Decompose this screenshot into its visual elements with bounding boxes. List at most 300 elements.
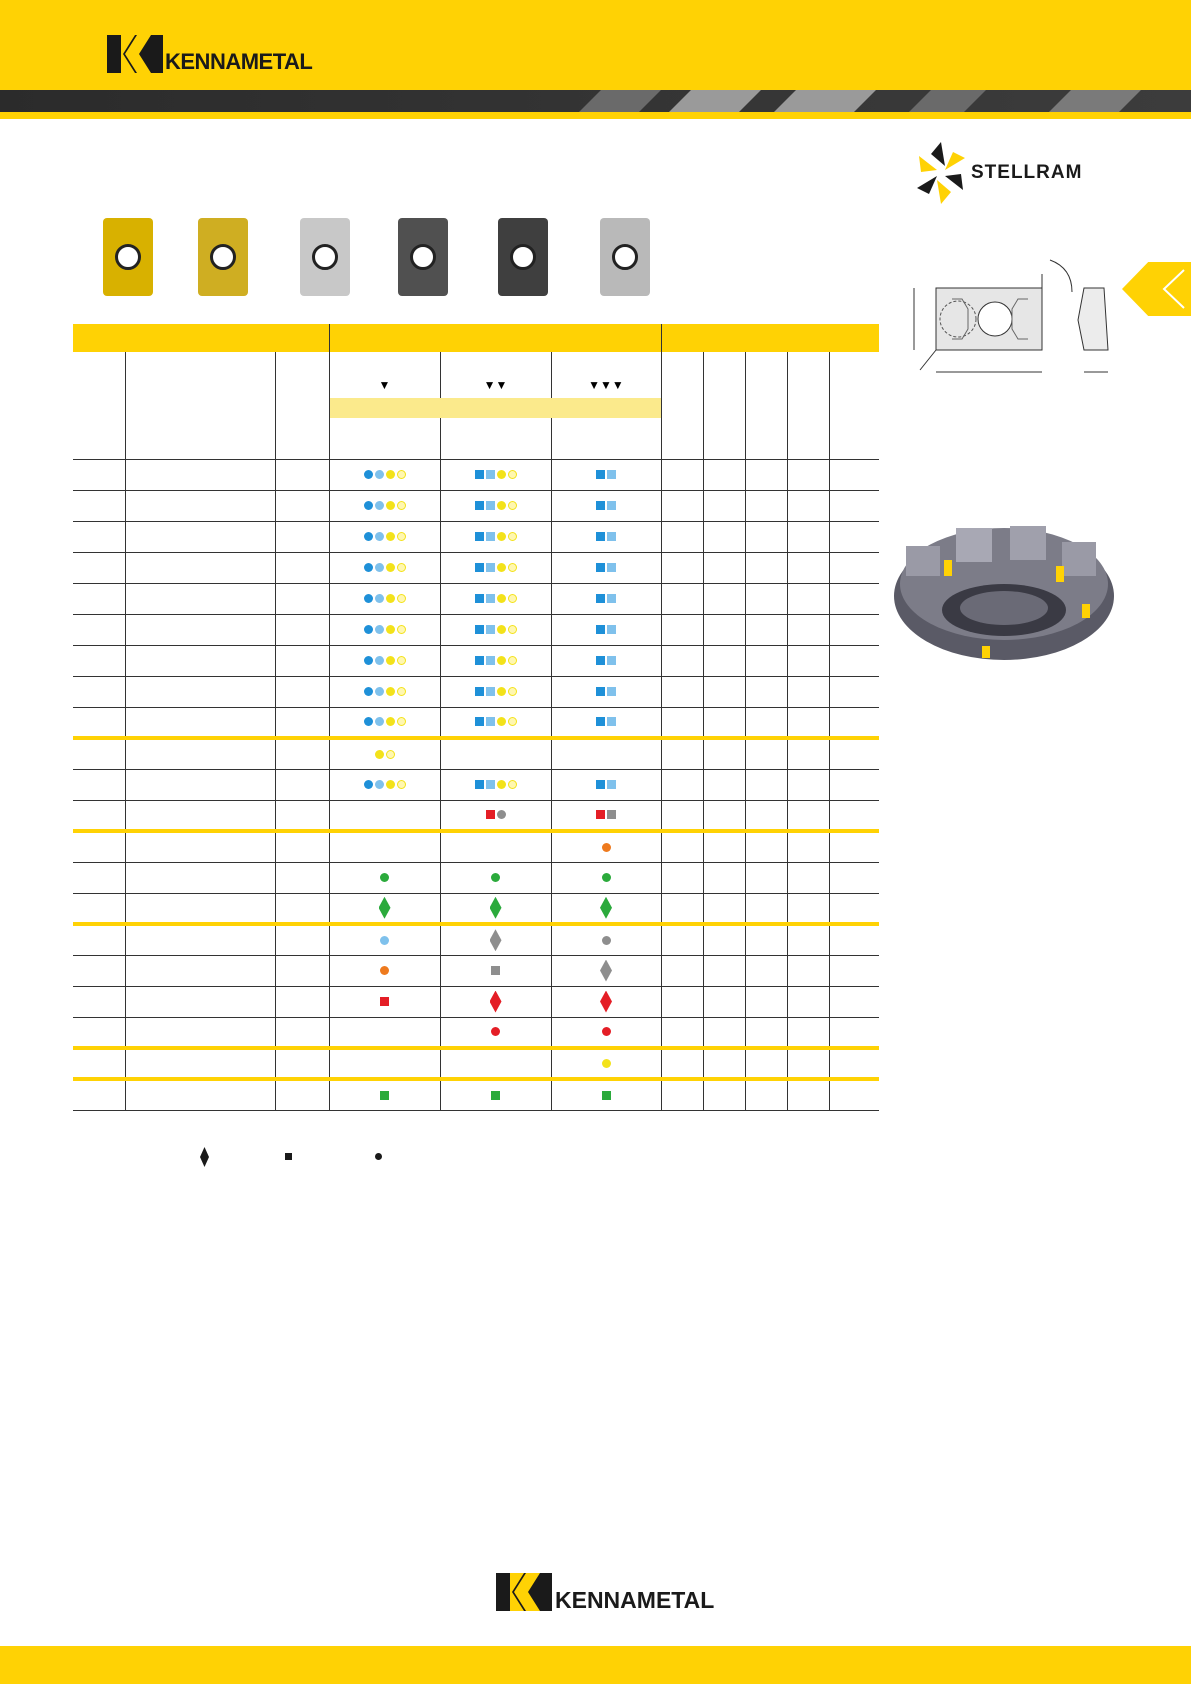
table-row: [73, 1048, 879, 1079]
table-cell: [125, 955, 275, 986]
grade-cell: [440, 924, 551, 955]
table-cell: [787, 583, 829, 614]
table-cell: [745, 893, 787, 924]
yellow-ring-icon: [397, 717, 406, 726]
grade-cell: [440, 986, 551, 1017]
light-blue-square-icon: [486, 780, 495, 789]
table-cell: [745, 924, 787, 955]
table-cell: [73, 800, 125, 831]
black-square-icon: [285, 1153, 292, 1160]
table-cell: [275, 738, 329, 769]
grade-cell: [440, 738, 551, 769]
grade-cell: [329, 1079, 440, 1110]
yellow-ring-icon: [508, 625, 517, 634]
table-row: [73, 459, 879, 490]
chevron-left-icon: [1158, 268, 1188, 310]
table-cell: [661, 676, 703, 707]
table-cell: [829, 1017, 879, 1048]
light-blue-square-icon: [486, 470, 495, 479]
grade-cell: [440, 1079, 551, 1110]
table-cell: [745, 986, 787, 1017]
table-cell: [275, 769, 329, 800]
table-cell: [73, 490, 125, 521]
table-cell: [787, 1017, 829, 1048]
table-row: [73, 614, 879, 645]
table-cell: [125, 831, 275, 862]
table-row: [73, 924, 879, 955]
table-cell: [275, 955, 329, 986]
blue-square-icon: [475, 563, 484, 572]
table-cell: [73, 459, 125, 490]
grade-cell: [329, 645, 440, 676]
table-row: [73, 676, 879, 707]
table-cell: [703, 645, 745, 676]
table-cell: [661, 1079, 703, 1110]
insert-hole: [115, 244, 141, 270]
grade-cell: [440, 645, 551, 676]
grade-cell: [440, 459, 551, 490]
table-cell: [73, 552, 125, 583]
grade-cell: [329, 738, 440, 769]
grade-cell: [329, 614, 440, 645]
table-cell: [745, 583, 787, 614]
table-cell: [787, 831, 829, 862]
table-cell: [275, 831, 329, 862]
light-blue-square-icon: [607, 563, 616, 572]
yellow-dot-icon: [386, 501, 395, 510]
table-cell: [787, 986, 829, 1017]
table-cell: [745, 707, 787, 738]
table-cell: [73, 831, 125, 862]
table-cell: [787, 521, 829, 552]
blue-dot-icon: [364, 625, 373, 634]
table-cell: [829, 800, 879, 831]
yellow-ring-icon: [397, 532, 406, 541]
grade-cell: [551, 490, 661, 521]
table-cell: [745, 738, 787, 769]
table-cell: [829, 1079, 879, 1110]
yellow-dot-icon: [375, 750, 384, 759]
yellow-ring-icon: [397, 687, 406, 696]
table-cell: [73, 862, 125, 893]
grade-cell: [440, 552, 551, 583]
table-cell: [73, 1048, 125, 1079]
yellow-ring-icon: [508, 563, 517, 572]
grade-cell: [551, 800, 661, 831]
table-cell: [829, 552, 879, 583]
table-cell: [703, 800, 745, 831]
table-cell: [275, 1079, 329, 1110]
light-blue-square-icon: [607, 594, 616, 603]
table-cell: [745, 955, 787, 986]
black-dot-icon: [375, 1153, 382, 1160]
table-cell: [829, 490, 879, 521]
table-cell: [745, 490, 787, 521]
table-cell: [661, 645, 703, 676]
table-cell: [73, 986, 125, 1017]
table-cell: [275, 924, 329, 955]
header-yellow-rule: [0, 112, 1191, 119]
table-cell: [275, 583, 329, 614]
table-cell: [661, 738, 703, 769]
blue-square-icon: [475, 501, 484, 510]
yellow-dot-icon: [386, 470, 395, 479]
blue-square-icon: [475, 532, 484, 541]
table-cell: [125, 924, 275, 955]
grade-cell: [440, 707, 551, 738]
light-blue-square-icon: [486, 717, 495, 726]
table-cell: [829, 924, 879, 955]
grade-cell: [440, 521, 551, 552]
stellram-logo: [915, 140, 1082, 206]
table-cell: [661, 1017, 703, 1048]
green-square-icon: [602, 1091, 611, 1100]
table-cell: [661, 862, 703, 893]
table-cell: [829, 955, 879, 986]
yellow-dot-icon: [386, 717, 395, 726]
green-dot-icon: [491, 873, 500, 882]
light-blue-square-icon: [607, 470, 616, 479]
insert-graphite: [498, 218, 548, 296]
table-cell: [787, 1079, 829, 1110]
yellow-ring-icon: [397, 656, 406, 665]
light-blue-dot-icon: [375, 470, 384, 479]
yellow-dot-icon: [497, 687, 506, 696]
table-cell: [661, 490, 703, 521]
blue-dot-icon: [364, 687, 373, 696]
table-cell: [275, 800, 329, 831]
table-cell: [703, 1079, 745, 1110]
table-cell: [703, 893, 745, 924]
red-dot-icon: [491, 1027, 500, 1036]
yellow-ring-icon: [508, 717, 517, 726]
table-row: [73, 738, 879, 769]
table-cell: [703, 459, 745, 490]
table-cell: [661, 552, 703, 583]
table-cell: [787, 893, 829, 924]
blue-square-icon: [596, 532, 605, 541]
table-cell: [661, 924, 703, 955]
table-cell: [73, 521, 125, 552]
insert-hole: [510, 244, 536, 270]
table-cell: [73, 955, 125, 986]
table-cell: [829, 862, 879, 893]
grade-cell: [329, 924, 440, 955]
table-cell: [745, 552, 787, 583]
yellow-dot-icon: [497, 470, 506, 479]
gray-dot-icon: [497, 810, 506, 819]
yellow-ring-icon: [397, 780, 406, 789]
table-cell: [73, 738, 125, 769]
blue-dot-icon: [364, 656, 373, 665]
table-row: [73, 490, 879, 521]
grade-cell: [551, 583, 661, 614]
table-cell: [787, 707, 829, 738]
grade-cell: [551, 955, 661, 986]
yellow-dot-icon: [497, 594, 506, 603]
table-cell: [661, 521, 703, 552]
light-blue-dot-icon: [375, 656, 384, 665]
red-square-icon: [596, 810, 605, 819]
table-cell: [829, 459, 879, 490]
light-blue-dot-icon: [380, 936, 389, 945]
yellow-ring-icon: [397, 594, 406, 603]
table-cell: [275, 645, 329, 676]
table-row: [73, 893, 879, 924]
grade-cell: [440, 831, 551, 862]
table-cell: [829, 645, 879, 676]
table-cell: [275, 614, 329, 645]
table-cell: [275, 986, 329, 1017]
table-cell: [275, 521, 329, 552]
blue-dot-icon: [364, 594, 373, 603]
insert-grades-table: [73, 324, 879, 1111]
table-cell: [787, 800, 829, 831]
table-cell: [275, 862, 329, 893]
grade-cell: [329, 1017, 440, 1048]
table-cell: [125, 738, 275, 769]
table-cell: [73, 893, 125, 924]
table-cell: [703, 924, 745, 955]
footer-k-icon: [495, 1573, 553, 1611]
grade-cell: [440, 1048, 551, 1079]
grade-cell: [329, 707, 440, 738]
yellow-dot-icon: [386, 656, 395, 665]
table-cell: [125, 707, 275, 738]
footer-brand-wordmark: KENNAMETAL: [555, 1587, 715, 1613]
table-row: [73, 831, 879, 862]
insert-hole: [210, 244, 236, 270]
table-cell: [125, 769, 275, 800]
yellow-dot-icon: [602, 1059, 611, 1068]
gray-diamond-icon: [600, 960, 612, 982]
table-cell: [745, 1048, 787, 1079]
light-blue-square-icon: [486, 532, 495, 541]
table-cell: [125, 676, 275, 707]
table-row: [73, 800, 879, 831]
table-cell: [787, 738, 829, 769]
red-diamond-icon: [490, 991, 502, 1013]
stellram-star-icon: [915, 140, 967, 206]
table-cell: [745, 645, 787, 676]
grade-cell: [551, 769, 661, 800]
table-cell: [73, 769, 125, 800]
table-cell: [661, 614, 703, 645]
table-cell: [275, 893, 329, 924]
stellram-wordmark: STELLRAM: [971, 162, 1083, 183]
red-diamond-icon: [600, 991, 612, 1013]
table-cell: [73, 924, 125, 955]
yellow-dot-icon: [386, 625, 395, 634]
insert-hole: [410, 244, 436, 270]
table-cell: [829, 614, 879, 645]
table-row: [73, 1017, 879, 1048]
table-cell: [787, 614, 829, 645]
light-blue-square-icon: [607, 687, 616, 696]
table-cell: [703, 738, 745, 769]
header-mark-3: ▼▼▼: [551, 352, 661, 398]
table-cell: [275, 676, 329, 707]
blue-square-icon: [596, 563, 605, 572]
blue-dot-icon: [364, 717, 373, 726]
grade-cell: [551, 1048, 661, 1079]
insert-hole: [612, 244, 638, 270]
table-row: [73, 645, 879, 676]
table-cell: [829, 521, 879, 552]
grade-cell: [440, 583, 551, 614]
light-blue-dot-icon: [375, 687, 384, 696]
yellow-dot-icon: [386, 563, 395, 572]
table-cell: [661, 986, 703, 1017]
green-diamond-icon: [490, 897, 502, 919]
grade-cell: [551, 986, 661, 1017]
milling-cutter-image: [886, 508, 1118, 678]
blue-square-icon: [596, 501, 605, 510]
insert-dimension-drawing: [902, 254, 1122, 384]
light-blue-square-icon: [607, 656, 616, 665]
table-cell: [125, 862, 275, 893]
table-cell: [829, 831, 879, 862]
grade-cell: [551, 521, 661, 552]
grade-cell: [440, 800, 551, 831]
footer-band: [0, 1646, 1191, 1684]
table-cell: [661, 583, 703, 614]
orange-dot-icon: [380, 966, 389, 975]
grade-cell: [329, 862, 440, 893]
table-cell: [275, 459, 329, 490]
green-dot-icon: [602, 873, 611, 882]
table-cell: [661, 955, 703, 986]
grade-cell: [440, 955, 551, 986]
yellow-ring-icon: [508, 501, 517, 510]
table-cell: [745, 521, 787, 552]
table-cell: [703, 1017, 745, 1048]
table-cell: [829, 1048, 879, 1079]
light-blue-dot-icon: [375, 501, 384, 510]
light-blue-dot-icon: [375, 594, 384, 603]
insert-light: [600, 218, 650, 296]
table-cell: [275, 552, 329, 583]
grade-cell: [329, 986, 440, 1017]
table-cell: [745, 800, 787, 831]
blue-square-icon: [596, 656, 605, 665]
blue-dot-icon: [364, 501, 373, 510]
blue-dot-icon: [364, 563, 373, 572]
table-cell: [829, 583, 879, 614]
grade-cell: [329, 583, 440, 614]
grade-cell: [329, 676, 440, 707]
table-cell: [125, 1079, 275, 1110]
green-diamond-icon: [600, 897, 612, 919]
grade-cell: [551, 893, 661, 924]
blue-dot-icon: [364, 780, 373, 789]
table-cell: [275, 1048, 329, 1079]
blue-square-icon: [475, 625, 484, 634]
blue-square-icon: [475, 717, 484, 726]
header-mark-1: ▼: [329, 352, 440, 398]
table-cell: [661, 893, 703, 924]
table-cell: [125, 490, 275, 521]
table-cell: [745, 1079, 787, 1110]
grade-cell: [551, 614, 661, 645]
yellow-dot-icon: [386, 532, 395, 541]
blue-square-icon: [596, 687, 605, 696]
table-row: [73, 986, 879, 1017]
table-cell: [703, 614, 745, 645]
grade-cell: [551, 831, 661, 862]
kennametal-k-icon: [107, 35, 163, 73]
table-cell: [125, 1048, 275, 1079]
yellow-ring-icon: [397, 470, 406, 479]
grade-cell: [551, 924, 661, 955]
table-cell: [73, 707, 125, 738]
light-blue-square-icon: [607, 532, 616, 541]
table-cell: [829, 986, 879, 1017]
table-cell: [829, 707, 879, 738]
table-cell: [73, 1079, 125, 1110]
table-cell: [787, 676, 829, 707]
grade-cell: [440, 614, 551, 645]
blue-square-icon: [475, 687, 484, 696]
light-blue-square-icon: [607, 501, 616, 510]
table-cell: [703, 521, 745, 552]
table-header-band: [73, 324, 879, 352]
gray-dot-icon: [602, 936, 611, 945]
table-cell: [125, 614, 275, 645]
table-cell: [829, 893, 879, 924]
light-blue-square-icon: [486, 594, 495, 603]
grade-cell: [440, 490, 551, 521]
light-blue-dot-icon: [375, 780, 384, 789]
light-blue-dot-icon: [375, 532, 384, 541]
grade-cell: [440, 676, 551, 707]
insert-gold-2: [198, 218, 248, 296]
table-cell: [703, 707, 745, 738]
table-cell: [73, 645, 125, 676]
grade-cell: [551, 552, 661, 583]
grade-cell: [329, 769, 440, 800]
table-cell: [787, 645, 829, 676]
table-row: [73, 583, 879, 614]
blue-dot-icon: [364, 532, 373, 541]
grade-cell: [551, 645, 661, 676]
light-blue-square-icon: [607, 780, 616, 789]
light-blue-square-icon: [607, 717, 616, 726]
table-cell: [661, 1048, 703, 1079]
green-square-icon: [380, 1091, 389, 1100]
table-cell: [703, 955, 745, 986]
light-blue-square-icon: [486, 687, 495, 696]
grade-cell: [551, 1079, 661, 1110]
grade-cell: [551, 738, 661, 769]
gray-square-icon: [491, 966, 500, 975]
grade-cell: [440, 862, 551, 893]
table-cell: [661, 800, 703, 831]
table-row: [73, 521, 879, 552]
table-cell: [829, 769, 879, 800]
footer-kennametal-logo: [495, 1573, 714, 1611]
yellow-ring-icon: [508, 780, 517, 789]
table-cell: [787, 955, 829, 986]
table-cell: [745, 769, 787, 800]
blue-square-icon: [475, 594, 484, 603]
table-cell: [125, 521, 275, 552]
table-cell: [703, 676, 745, 707]
table-row: [73, 955, 879, 986]
table-cell: [275, 1017, 329, 1048]
grade-cell: [440, 893, 551, 924]
table-cell: [703, 552, 745, 583]
